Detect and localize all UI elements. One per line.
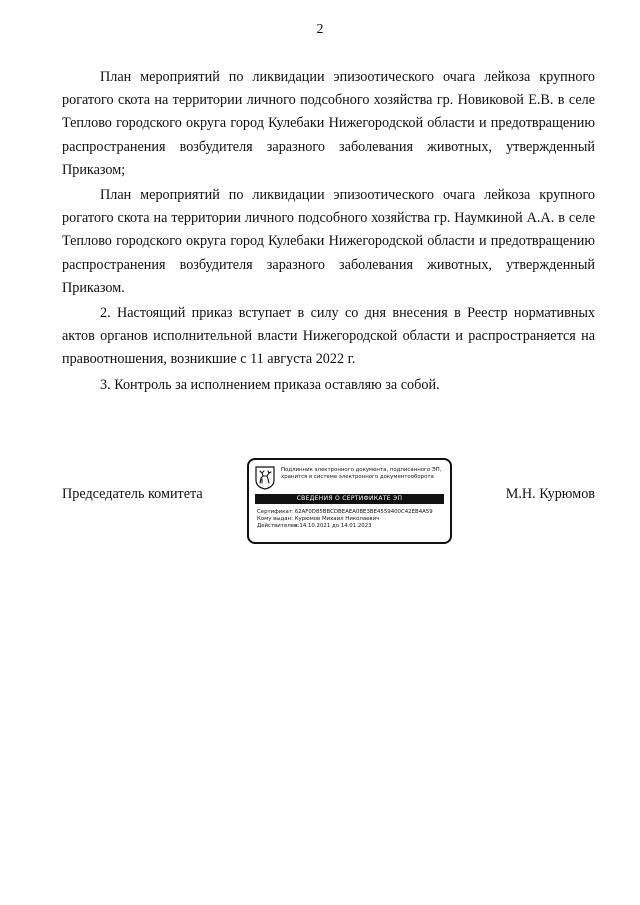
stamp-issued-line [257, 516, 446, 523]
nizhny-novgorod-deer-emblem-icon [255, 466, 275, 490]
stamp-valid-line [257, 523, 446, 530]
stamp-certificate-label: Сертификат: [257, 509, 294, 515]
stamp-issued-label: Кому выдан: [257, 516, 293, 522]
stamp-issued-value: Курюмов Михаил Николаевич [294, 516, 380, 522]
paragraph-control: 3. Контроль за исполнением приказа оставляю за собой. [100, 376, 440, 393]
paragraph-plan-novikova: План мероприятий по ликвидации эпизоотического очага лейкоза крупного рогатого скота на территории личного подсобного хозяйства гр. Новиковой Е.В. в селе Теплово городского округа город Кулебаки Нижегородской области и предотвращению распространения возбудителя заразного заболевания животных, утвержденный Приказом; [62, 69, 595, 178]
page-number: 2 [316, 22, 324, 37]
document-body [62, 66, 595, 397]
signatory-name: М.Н. Курюмов [505, 486, 595, 502]
stamp-header-line: хранится в системе электронного документооборота [281, 474, 434, 480]
paragraph-effective-date: 2. Настоящий приказ вступает в силу со дня внесения в Реестр нормативных актов органов исполнительной власти Нижегородской области и распространяется на правоотношения, возникшие с 11 августа 2022 г. [62, 305, 595, 368]
electronic-signature-stamp [247, 458, 452, 544]
stamp-valid-label: Действителен: [257, 523, 300, 529]
stamp-valid-value: с 14.10.2021 до 14.01.2023 [294, 523, 372, 529]
paragraph-plan-naumkina: План мероприятий по ликвидации эпизоотического очага лейкоза крупного рогатого скота на территории личного подсобного хозяйства гр. Наумкиной А.А. в селе Теплово городского округа город Кулебаки Нижегородской области и предотвращению распространения возбудителя заразного заболевания животных, утвержденный Приказом. [62, 187, 595, 296]
stamp-certificate-value: 62AF0D85BBCDBEAEA0BE3BE4559400C42EB4A59 [294, 509, 433, 515]
stamp-certificate-line [257, 509, 446, 516]
signatory-position: Председатель комитета [62, 486, 203, 502]
stamp-details [257, 509, 446, 530]
stamp-header [281, 467, 446, 481]
stamp-title: СВЕДЕНИЯ О СЕРТИФИКАТЕ ЭП [255, 494, 444, 504]
stamp-header-line: Подлинник электронного документа, подписанного ЭП, [281, 467, 442, 473]
